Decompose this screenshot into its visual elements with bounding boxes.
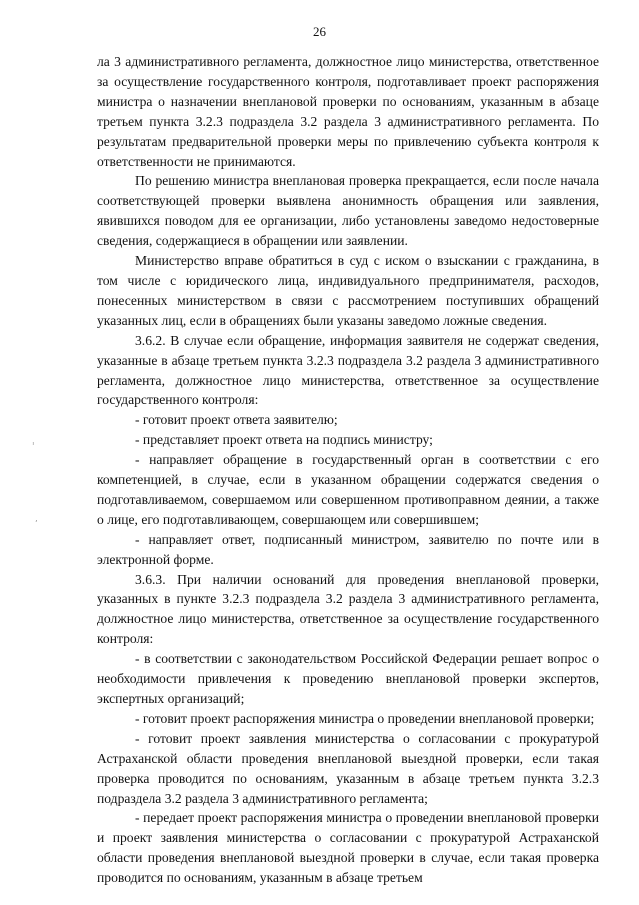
page-number: 26: [313, 24, 326, 39]
paragraph: 3.6.3. При наличии оснований для проведения внеплановой проверки, указанных в пункте 3.2.3 подраздела 3.2 раздела 3 административного регламента, должностное лицо министерства, ответственное за осуществление государственного контроля:: [97, 571, 599, 647]
paragraph: 3.6.2. В случае если обращение, информация заявителя не содержат сведения, указанные в абзаце третьем пункта 3.2.3 подраздела 3.2 раздела 3 административного регламента, должностное лицо министерства, ответственное за осуществление государственного контроля:: [97, 332, 599, 408]
paragraph: По решению министра внеплановая проверка прекращается, если после начала соответствующей проверки выявлена анонимность обращения или заявления, явившихся поводом для ее организации, либо установлены заведомо недостоверные сведения, содержащиеся в обращении или заявлении.: [97, 173, 599, 249]
paragraph: - готовит проект заявления министерства о согласовании с прокуратурой Астраханской области проведения внеплановой выездной проверки, если такая проверка проводится по основаниям, указанным в абзаце третьем пункта 3.2.3 подраздела 3.2 раздела 3 административного регламента;: [97, 730, 599, 806]
paragraph: - готовит проект ответа заявителю;: [135, 412, 338, 428]
paragraph: - готовит проект распоряжения министра о проведении внеплановой проверки;: [135, 710, 595, 726]
paragraph: - передает проект распоряжения министра о проведении внеплановой проверки и проект заявления министерства о согласовании с прокуратурой Астраханской области проведения внеплановой выездной проверки в случае, если такая проверка проводится по основаниям, указанным в абзаце третьем: [97, 810, 599, 886]
margin-speck-mark: ʼ: [35, 519, 38, 528]
document-body: [97, 52, 599, 888]
paragraph: - представляет проект ответа на подпись министру;: [135, 432, 433, 448]
paragraph: ла 3 административного регламента, должностное лицо министерства, ответственное за осуществление государственного контроля, подготавливает проект распоряжения министра о назначении внеплановой проверки по основаниям, указанным в абзаце третьем пункта 3.2.3 подраздела 3.2 раздела 3 административного регламента. По результатам предварительной проверки меры по привлечению субъекта контроля к ответственности не принимаются.: [97, 54, 599, 169]
paragraph: - направляет обращение в государственный орган в соответствии с его компетенцией, в случае, если в указанном обращении содержатся сведения о подготавливаемом, совершаемом или совершенном противоправном деянии, а также о лице, его подготавливающем, совершающем или совершившем;: [97, 452, 599, 527]
paragraph: - направляет ответ, подписанный министром, заявителю по почте или в электронной форме.: [97, 531, 599, 567]
paragraph: - в соответствии с законодательством Российской Федерации решает вопрос о необходимости привлечения к проведению внеплановой проверки экспертов, экспертных организаций;: [97, 651, 599, 706]
margin-speck-mark: ⸯ: [31, 443, 36, 452]
paragraph: Министерство вправе обратиться в суд с иском о взыскании с гражданина, в том числе с юридического лица, индивидуального предпринимателя, расходов, понесенных министерством в связи с рассмотрением поступивших обращений указанных лиц, если в обращениях были указаны заведомо ложные сведения.: [97, 253, 599, 328]
